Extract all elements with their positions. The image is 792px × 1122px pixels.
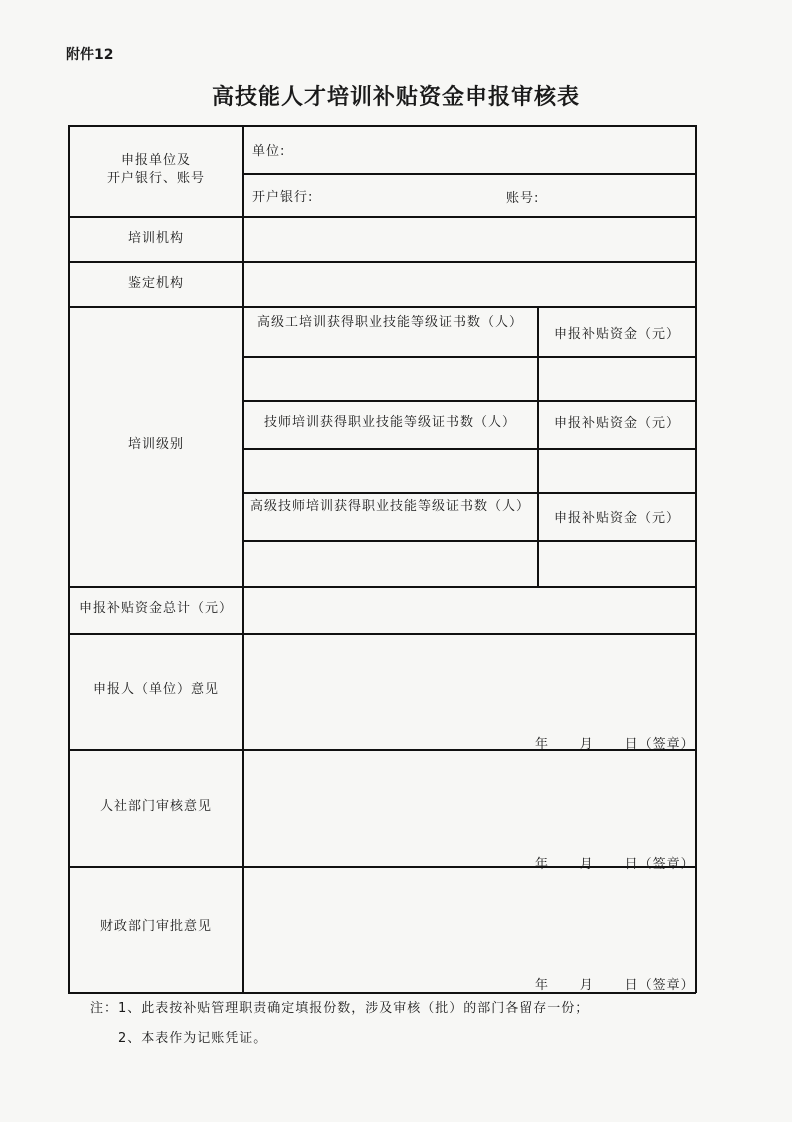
- table-border-right: [695, 125, 697, 993]
- table-column-divider: [242, 125, 244, 993]
- table-line: [242, 400, 696, 402]
- date-signature-line: 年 月 日（签章）: [535, 857, 695, 872]
- senior-worker-cert-label: 高级工培训获得职业技能等级证书数（人）: [256, 315, 523, 330]
- applicant-label-line-1: 申报单位及: [120, 153, 191, 168]
- table-line: [68, 261, 696, 263]
- subsidy-amount-label: 申报补贴资金（元）: [553, 327, 680, 342]
- table-column-divider: [537, 306, 539, 586]
- table-line: [242, 448, 696, 450]
- senior-technician-cert-label: 高级技师培训获得职业技能等级证书数（人）: [249, 499, 530, 514]
- table-border-top: [68, 125, 696, 127]
- subsidy-amount-label: 申报补贴资金（元）: [553, 416, 680, 431]
- note-2: 2、本表作为记账凭证。: [118, 1031, 268, 1046]
- applicant-label: [70, 152, 242, 188]
- subsidy-amount-label: 申报补贴资金（元）: [553, 511, 680, 526]
- finance-opinion-label: 财政部门审批意见: [99, 919, 212, 934]
- date-signature-line: 年 月 日（签章）: [535, 737, 695, 752]
- attachment-label: 附件12: [66, 47, 114, 63]
- training-org-label: 培训机构: [127, 231, 184, 246]
- table-line: [242, 540, 696, 542]
- hr-opinion-label: 人社部门审核意见: [99, 799, 212, 814]
- table-line: [68, 306, 696, 308]
- table-line: [68, 586, 696, 588]
- account-label: 账号:: [506, 191, 540, 206]
- technician-cert-label: 技师培训获得职业技能等级证书数（人）: [263, 415, 516, 430]
- note-1: 注：1、此表按补贴管理职责确定填报份数，涉及审核（批）的部门各留存一份；: [90, 1001, 590, 1016]
- form-title: 高技能人才培训补贴资金申报审核表: [211, 84, 580, 110]
- table-line: [68, 216, 696, 218]
- table-line: [242, 492, 696, 494]
- total-subsidy-label: 申报补贴资金总计（元）: [78, 601, 233, 616]
- date-signature-line: 年 月 日（签章）: [535, 978, 695, 993]
- training-level-label: 培训级别: [127, 437, 184, 452]
- applicant-opinion-label: 申报人（单位）意见: [92, 682, 219, 697]
- table-line: [242, 356, 696, 358]
- table-line: [68, 633, 696, 635]
- bank-label: 开户银行:: [252, 190, 314, 205]
- unit-label: 单位:: [252, 144, 286, 159]
- table-line: [242, 173, 696, 175]
- table-border-left: [68, 125, 70, 993]
- applicant-label-line-2: 开户银行、账号: [106, 171, 205, 186]
- appraisal-org-label: 鉴定机构: [127, 276, 184, 291]
